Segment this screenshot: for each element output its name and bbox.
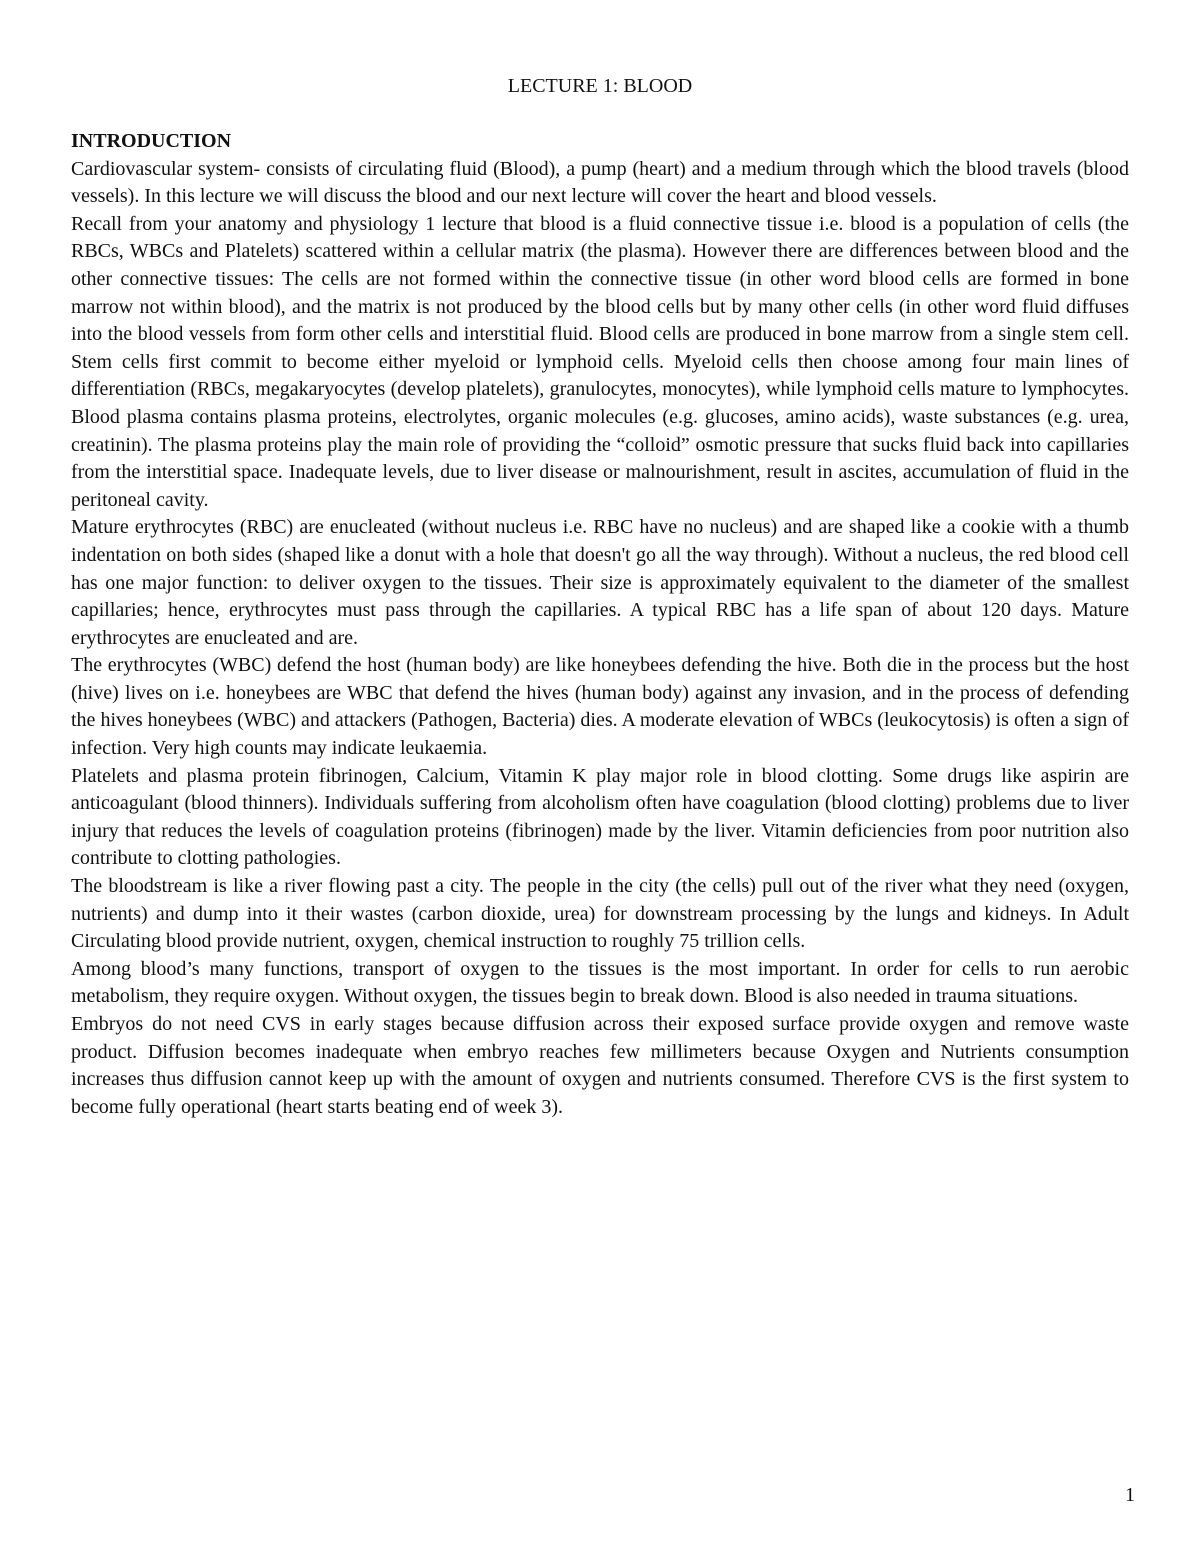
paragraph-erythrocytes: Mature erythrocytes (RBC) are enucleated (without nucleus i.e. RBC have no nucleus) and are shaped like a cookie with a thumb indentation on both sides (shaped like a donut with a hole that doesn't go all the way through). Without a nucleus, the red blood cell has one major function: to deliver oxygen to the tissues. Their size is approximately equivalent to the diameter of the smallest capillaries; hence, erythrocytes must pass through the capillaries. A typical RBC has a life span of about 120 days. Mature erythrocytes are enucleated and are.: [71, 516, 1129, 649]
paragraph-oxygen-transport: Among blood’s many functions, transport of oxygen to the tissues is the most important. In order for cells to run aerobic metabolism, they require oxygen. Without oxygen, the tissues begin to break down. Blood is also needed in trauma situations.: [71, 957, 1129, 1008]
paragraph-white-blood-cells: The erythrocytes (WBC) defend the host (human body) are like honeybees defending the hive. Both die in the process but the host (hive) lives on i.e. honeybees are WBC that defend the hives (human body) against any invasion, and in the process of defending the hives honeybees (WBC) and attackers (Pathogen, Bacteria) dies. A moderate elevation of WBCs (leukocytosis) is often a sign of infection. Very high counts may indicate leukaemia.: [71, 654, 1129, 760]
paragraph-embryos-cvs: Embryos do not need CVS in early stages because diffusion across their exposed surface provide oxygen and remove waste product. Diffusion becomes inadequate when embryo reaches few millimeters because Oxygen and Nutrients consumption increases thus diffusion cannot keep up with the amount of oxygen and nutrients consumed. Therefore CVS is the first system to become fully operational (heart starts beating end of week 3).: [71, 1013, 1129, 1118]
paragraph-bloodstream-analogy: The bloodstream is like a river flowing past a city. The people in the city (the cells) pull out of the river what they need (oxygen, nutrients) and dump into it their wastes (carbon dioxide, urea) for downstream processing by the lungs and kidneys. In Adult Circulating blood provide nutrient, oxygen, chemical instruction to roughly 75 trillion cells.: [71, 875, 1129, 953]
page-title: LECTURE 1: BLOOD: [507, 75, 693, 97]
paragraph-blood-connective-tissue: Recall from your anatomy and physiology 1 lecture that blood is a fluid connective tissue i.e. blood is a population of cells (the RBCs, WBCs and Platelets) scattered within a cellular matrix (the plasma). However there are differences between blood and the other connective tissues: The cells are not formed within the connective tissue (in other word blood cells are formed in bone marrow not within blood), and the matrix is not produced by the blood cells but by many other cells (in other word fluid diffuses into the blood vessels from form other cells and interstitial fluid. Blood cells are produced in bone marrow from a single stem cell. Stem cells first commit to become either myeloid or lymphoid cells. Myeloid cells then choose among four main lines of differentiation (RBCs, megakaryocytes (develop platelets), granulocytes, monocytes), while lymphoid cells mature to lymphocytes. Blood plasma contains plasma proteins, electrolytes, organic molecules (e.g. glucoses, amino acids), waste substances (e.g. urea, creatinin). The plasma proteins play the main role of providing the “colloid” osmotic pressure that sucks fluid back into capillaries from the interstitial space. Inadequate levels, due to liver disease or malnourishment, result in ascites, accumulation of fluid in the peritoneal cavity.: [71, 212, 1129, 511]
document-body: [71, 128, 1129, 1121]
section-heading: INTRODUCTION: [71, 130, 232, 152]
page-number: 1: [1125, 1484, 1135, 1506]
paragraph-platelets-clotting: Platelets and plasma protein fibrinogen, Calcium, Vitamin K play major role in blood clotting. Some drugs like aspirin are anticoagulant (blood thinners). Individuals suffering from alcoholism often have coagulation (blood clotting) problems due to liver injury that reduces the levels of coagulation proteins (fibrinogen) made by the liver. Vitamin deficiencies from poor nutrition also contribute to clotting pathologies.: [71, 764, 1129, 870]
paragraph-cardiovascular-system: Cardiovascular system- consists of circulating fluid (Blood), a pump (heart) and a medium through which the blood travels (blood vessels). In this lecture we will discuss the blood and our next lecture will cover the heart and blood vessels.: [71, 157, 1129, 208]
